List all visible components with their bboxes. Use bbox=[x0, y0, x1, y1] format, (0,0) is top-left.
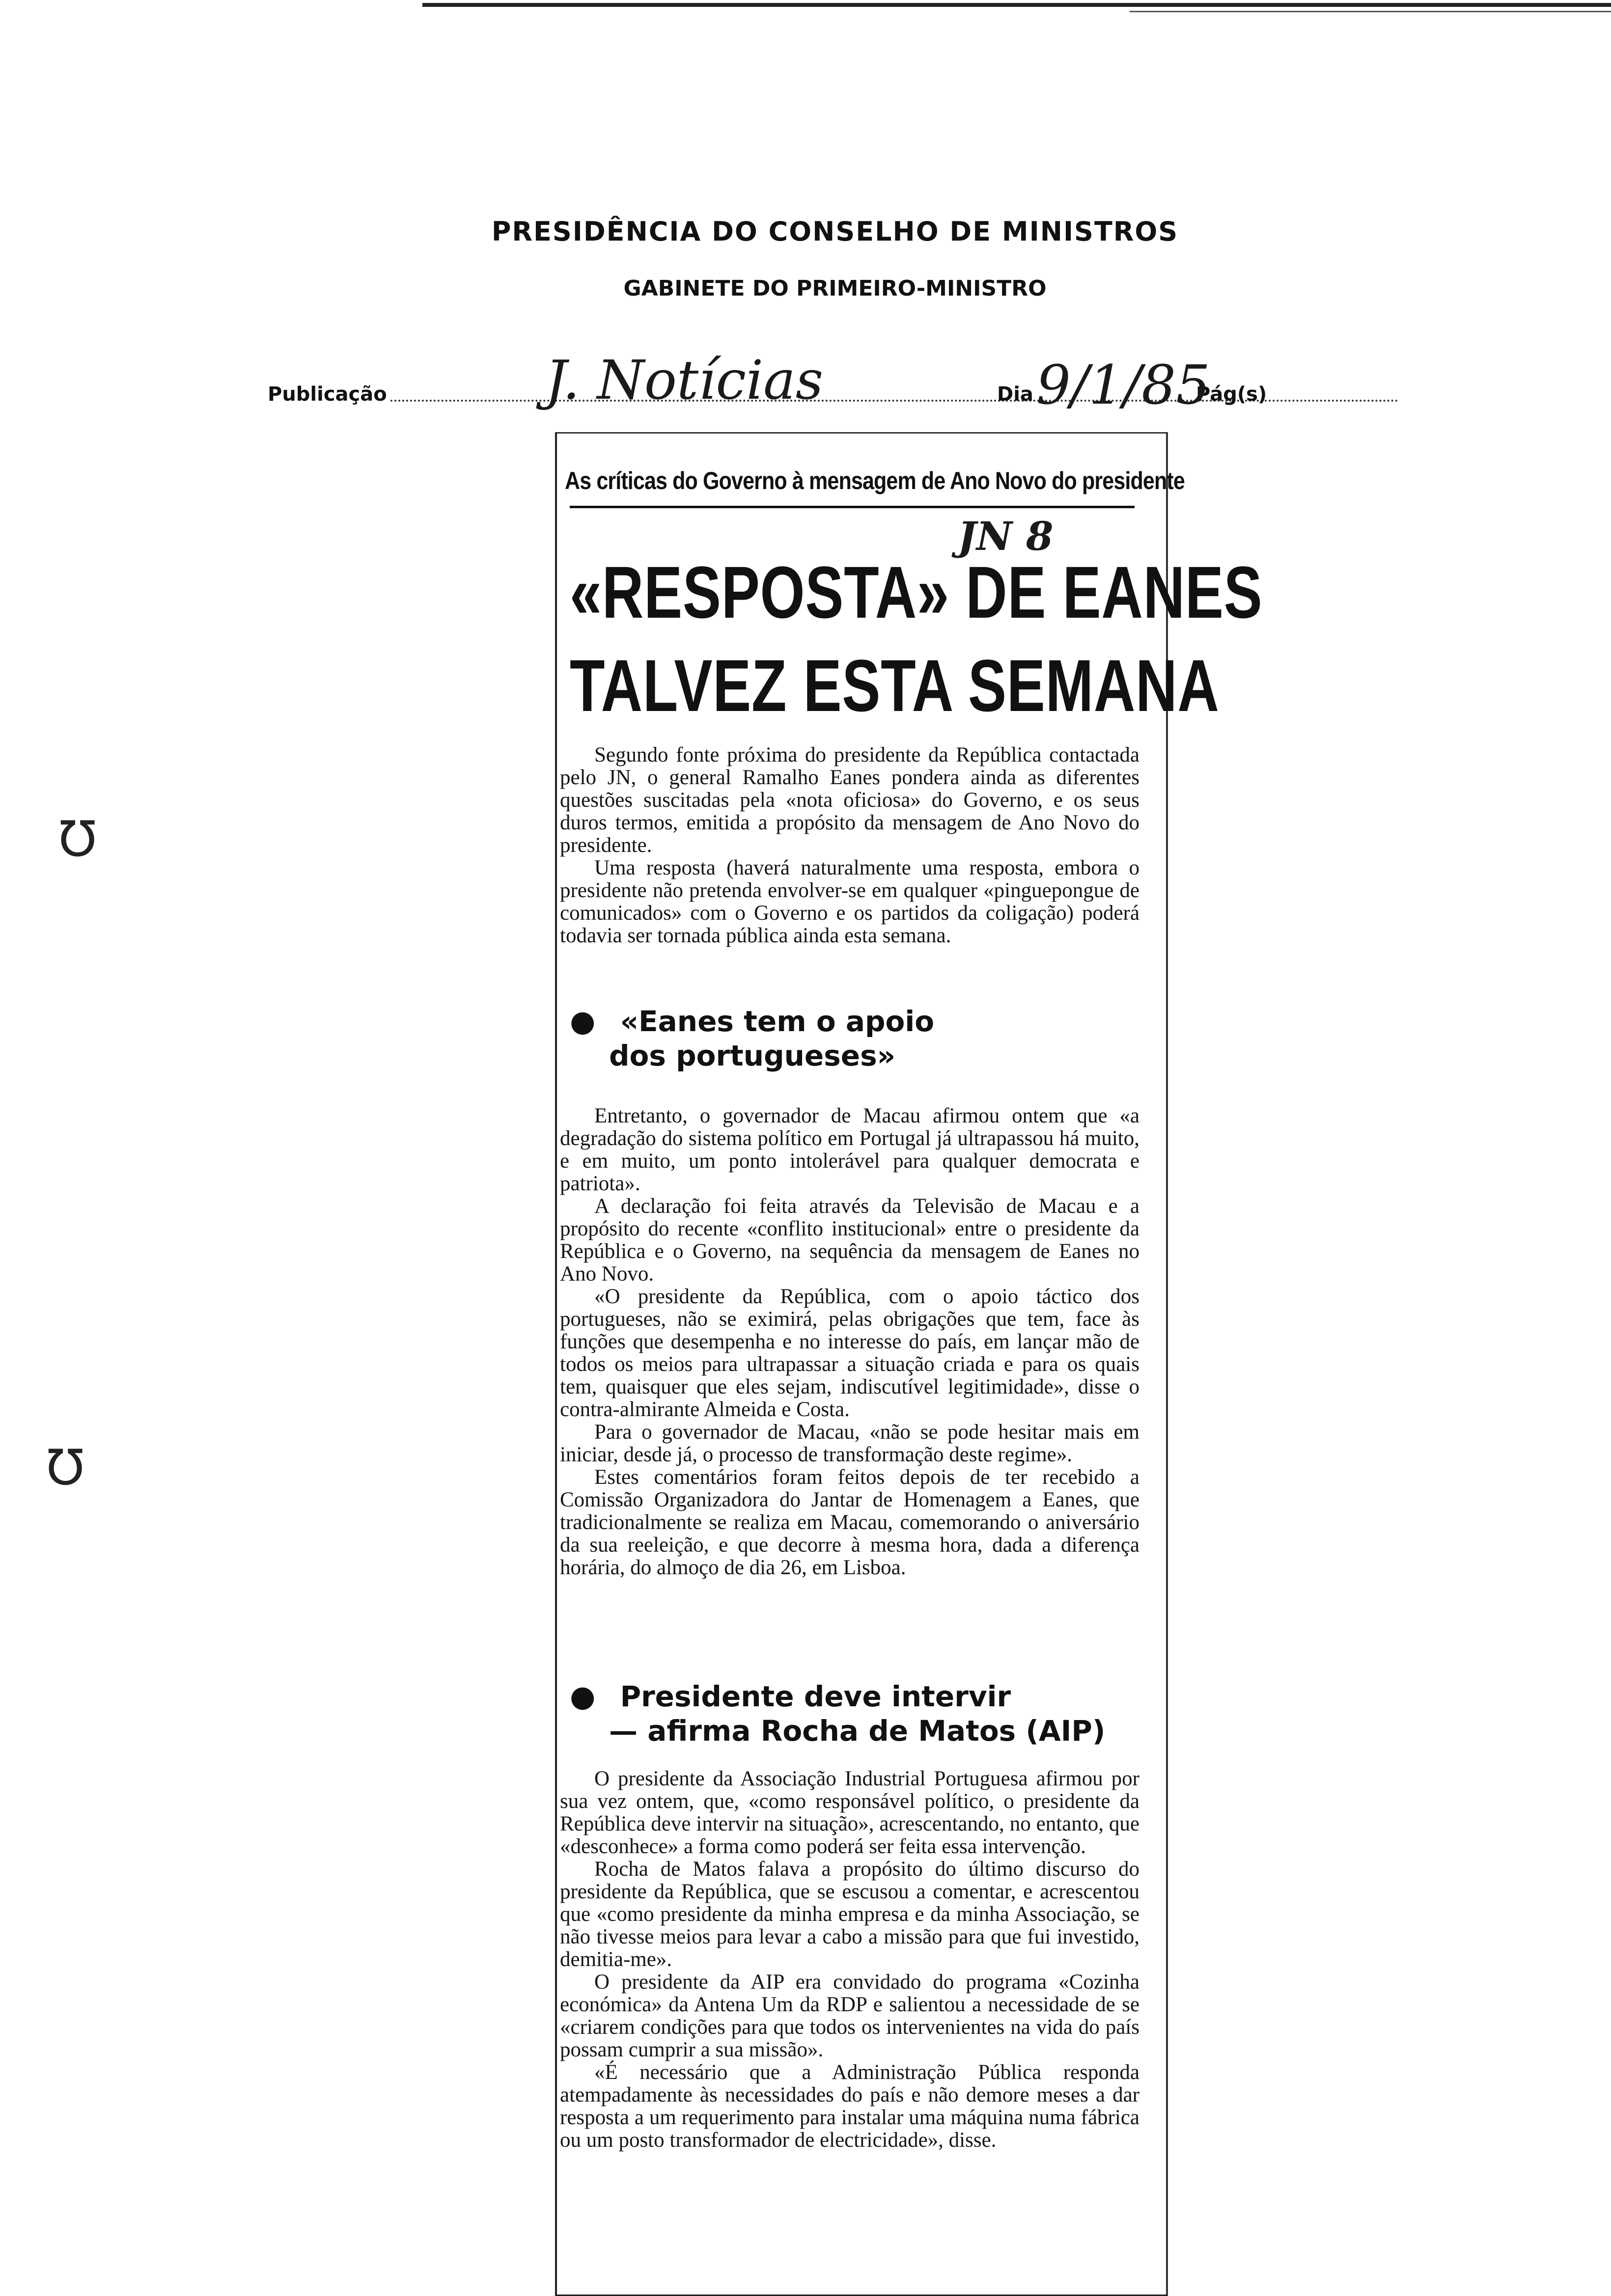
bullet-icon: ● bbox=[570, 1004, 596, 1039]
section-paragraph: Estes comentários foram feitos depois de ter recebido a Comissão Organizadora do Jantar de Homenagem a Eanes, que tradicionalmente se realiza em Macau, comemorando o aniversário da sua reeleição, e que decorre à mesma hora, dada a diferença horária, do almoço de dia 26, em Lisboa. bbox=[560, 1466, 1139, 1579]
day-handwritten-value: 9/1/85 bbox=[1036, 354, 1211, 416]
section-paragraph: A declaração foi feita através da Televisão de Macau e a propósito do recente «conflito institucional» entre o presidente da República e o Governo, na sequência da mensagem de Eanes no Ano Novo. bbox=[560, 1195, 1139, 1285]
section-paragraph: Entretanto, o governador de Macau afirmou ontem que «a degradação do sistema político em Portugal já ultrapassou há muito, e em muito, um ponto intolerável para qualquer democrata e patriota». bbox=[560, 1104, 1139, 1195]
bullet-icon: ● bbox=[570, 1679, 596, 1714]
section-presidente-intervir-heading bbox=[570, 1679, 1135, 1748]
section-eanes-apoio-body bbox=[560, 1105, 1139, 1579]
headline-line-1: «RESPOSTA» DE EANES bbox=[570, 551, 1263, 633]
pages-dotted-line bbox=[1265, 400, 1397, 402]
section-title-line-1: «Eanes tem o apoio bbox=[620, 1005, 935, 1038]
section-eanes-apoio-heading bbox=[570, 1004, 1135, 1073]
section-presidente-intervir-body bbox=[560, 1768, 1139, 2152]
article-intro bbox=[560, 744, 1139, 947]
section-paragraph: «É necessário que a Administração Pública responda atempadamente às necessidades do país e não demore meses a dar resposta a um requerimento para instalar uma máquina numa fábrica ou um posto transformador de electricidade», disse. bbox=[560, 2061, 1139, 2152]
section-paragraph: Para o governador de Macau, «não se pode hesitar mais em iniciar, desde já, o processo de transformação deste regime». bbox=[560, 1421, 1139, 1466]
headline-line-2: TALVEZ ESTA SEMANA bbox=[570, 644, 1220, 727]
office-header-subtitle: GABINETE DO PRIMEIRO-MINISTRO bbox=[623, 276, 1047, 301]
office-header-title: PRESIDÊNCIA DO CONSELHO DE MINISTROS bbox=[491, 216, 1179, 247]
publication-label: Publicação bbox=[268, 383, 387, 406]
section-paragraph: O presidente da Associação Industrial Portuguesa afirmou por sua vez ontem, que, «como responsável político, o presidente da República deve intervir na situação», acrescentando, no entanto, que «desconhece» a forma como poderá ser feita essa intervenção. bbox=[560, 1767, 1139, 1858]
section-title-line-1: Presidente deve intervir bbox=[620, 1680, 1011, 1713]
day-label: Dia bbox=[997, 383, 1033, 406]
binder-hole-mark-icon: ℧ bbox=[59, 810, 97, 868]
scan-top-rule bbox=[422, 3, 1611, 7]
publication-handwritten-value: J. Notícias bbox=[545, 349, 824, 411]
intro-paragraph: Uma resposta (haverá naturalmente uma resposta, embora o presidente não pretenda envolver-se em qualquer «pinguepongue de comunicados» com o Governo e os partidos da coligação) poderá todavia ser tornada pública ainda esta semana. bbox=[560, 856, 1139, 947]
section-title-line-2: dos portugueses» bbox=[609, 1039, 896, 1072]
publication-meta-row bbox=[268, 378, 1397, 412]
kicker-underline bbox=[570, 506, 1135, 508]
article-kicker: As críticas do Governo à mensagem de Ano Novo do presidente bbox=[565, 467, 1185, 494]
section-paragraph: «O presidente da República, com o apoio táctico dos portugueses, não se eximirá, pelas obrigações que tem, face às funções que desempenha e no interesse do país, em lançar mão de todos os meios para ultrapassar a situação criada e para os quais tem, quaisquer que eles sejam, indiscutível legitimidade», disse o contra-almirante Almeida e Costa. bbox=[560, 1285, 1139, 1421]
pages-label: Pág(s) bbox=[1196, 383, 1267, 406]
section-paragraph: O presidente da AIP era convidado do programa «Cozinha económica» da Antena Um da RDP e salientou a necessidade de se «criarem condições para que todos os intervenientes na vida do país possam cumprir a sua missão». bbox=[560, 1970, 1139, 2061]
handwritten-note: JN 8 bbox=[958, 513, 1054, 559]
scan-top-rule-secondary bbox=[1130, 11, 1611, 12]
section-title-line-2: — afirma Rocha de Matos (AIP) bbox=[609, 1714, 1106, 1748]
binder-hole-mark-icon: ℧ bbox=[47, 1439, 84, 1496]
intro-paragraph: Segundo fonte próxima do presidente da República contactada pelo JN, o general Ramalho Eanes pondera ainda as diferentes questões suscitadas pela «nota oficiosa» do Governo, e os seus duros termos, emitida a propósito da mensagem de Ano Novo do presidente. bbox=[560, 743, 1139, 857]
section-paragraph: Rocha de Matos falava a propósito do último discurso do presidente da República, que se escusou a comentar, e acrescentou que «como presidente da minha empresa e da minha Associação, se não tivesse meios para levar a cabo a missão para que fui investido, demitia-me». bbox=[560, 1858, 1139, 1971]
